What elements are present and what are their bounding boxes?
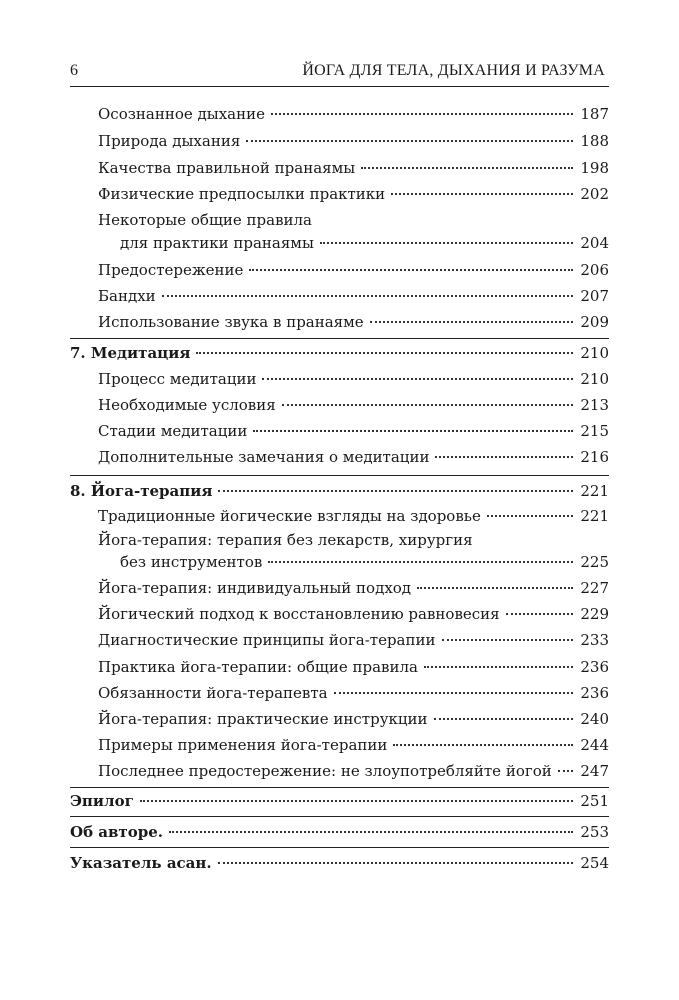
toc-entry-page: 247 <box>580 762 609 780</box>
toc-entry-page: 240 <box>580 710 609 728</box>
toc-entry-page: 207 <box>580 287 609 305</box>
dot-leader <box>196 351 573 354</box>
toc-chapter-page: 251 <box>580 792 609 810</box>
dot-leader <box>424 665 573 668</box>
dot-leader <box>558 769 573 772</box>
toc-entry-page: 236 <box>580 658 609 676</box>
toc-entry-title: Предостережение <box>98 261 244 279</box>
toc-entry-title: Качества правильной пранаямы <box>98 159 356 177</box>
toc-entry-title: Природа дыхания <box>98 132 241 150</box>
toc-entry-page: 216 <box>580 448 609 466</box>
running-title: ЙОГА ДЛЯ ТЕЛА, ДЫХАНИЯ И РАЗУМА <box>302 62 605 79</box>
toc-entry <box>98 395 609 415</box>
toc-entry <box>120 233 609 253</box>
toc-entry-page: 204 <box>580 234 609 252</box>
dot-leader <box>162 294 573 297</box>
dot-leader <box>434 717 573 720</box>
toc-entry-page: 244 <box>580 736 609 754</box>
toc-entry <box>98 630 609 650</box>
dot-leader <box>268 560 573 563</box>
toc-chapter <box>70 822 609 842</box>
toc-entry-title: Процесс медитации <box>98 370 257 388</box>
toc-entry-title: Бандхи <box>98 287 156 305</box>
toc-entry <box>98 735 609 755</box>
dot-leader <box>169 830 573 833</box>
toc-entry-title: Дополнительные замечания о медитации <box>98 448 430 466</box>
dot-leader <box>246 139 573 142</box>
toc-chapter <box>70 791 609 811</box>
toc-entry-title-line2: без инструментов <box>120 553 263 571</box>
toc-chapter-title: 7. Медитация <box>70 344 191 362</box>
toc-entry <box>120 552 609 572</box>
dot-leader <box>218 489 573 492</box>
toc-entry-title: Традиционные йогические взгляды на здоровье <box>98 507 481 525</box>
dot-leader <box>417 586 573 589</box>
toc-entry-page: 225 <box>580 553 609 571</box>
toc-chapter-title: 8. Йога-терапия <box>70 482 213 500</box>
toc-entry <box>98 761 609 781</box>
toc-entry <box>98 158 609 178</box>
toc-entry-title: Йогический подход к восстановлению равновесия <box>98 605 500 623</box>
toc-entry <box>98 657 609 677</box>
toc-entry <box>98 184 609 204</box>
toc-entry <box>98 104 609 124</box>
toc-entry-title-line1: Йога-терапия: терапия без лекарств, хирургия <box>98 531 473 549</box>
toc-chapter-page: 253 <box>580 823 609 841</box>
toc-entry <box>98 131 609 151</box>
section-divider <box>70 338 609 339</box>
dot-leader <box>435 455 573 458</box>
toc-entry-page: 215 <box>580 422 609 440</box>
dot-leader <box>370 320 573 323</box>
toc-entry-title: Необходимые условия <box>98 396 276 414</box>
dot-leader <box>487 514 573 517</box>
toc-entry-title: Обязанности йога-терапевта <box>98 684 328 702</box>
toc-chapter-title: Об авторе. <box>70 823 163 841</box>
toc-entry-page: 206 <box>580 261 609 279</box>
toc-chapter-page: 254 <box>580 854 609 872</box>
toc-entry-title-line2: для практики пранаямы <box>120 234 314 252</box>
running-header <box>70 62 609 87</box>
toc-chapter <box>70 343 609 363</box>
toc-entry-title: Йога-терапия: индивидуальный подход <box>98 579 412 597</box>
toc-entry-page: 198 <box>580 159 609 177</box>
toc-entry-page: 188 <box>580 132 609 150</box>
dot-leader <box>361 166 573 169</box>
dot-leader <box>218 861 573 864</box>
toc-entry <box>98 683 609 703</box>
dot-leader <box>249 268 573 271</box>
toc-entry-page: 236 <box>580 684 609 702</box>
dot-leader <box>140 799 573 802</box>
toc-entry-page: 187 <box>580 105 609 123</box>
dot-leader <box>506 612 573 615</box>
toc-entry-page: 209 <box>580 313 609 331</box>
toc-chapter-page: 221 <box>580 482 609 500</box>
dot-leader <box>320 241 573 244</box>
toc-chapter-title: Указатель асан. <box>70 854 212 872</box>
toc-entry-title: Осознанное дыхание <box>98 105 265 123</box>
toc-chapter <box>70 481 609 501</box>
toc-entry <box>98 312 609 332</box>
toc-entry-title: Последнее предостережение: не злоупотребляйте йогой <box>98 762 552 780</box>
toc-entry-title: Использование звука в пранаяме <box>98 313 364 331</box>
toc-entry-title: Примеры применения йога-терапии <box>98 736 388 754</box>
toc-entry-title-line1: Некоторые общие правила <box>98 211 312 229</box>
dot-leader <box>262 377 573 380</box>
toc-entry-title: Физические предпосылки практики <box>98 185 386 203</box>
toc-entry <box>98 286 609 306</box>
toc-entry <box>98 604 609 624</box>
section-divider <box>70 816 609 817</box>
toc-chapter <box>70 853 609 873</box>
dot-leader <box>334 691 573 694</box>
page-number: 6 <box>70 62 78 79</box>
toc-entry-page: 202 <box>580 185 609 203</box>
section-divider <box>70 847 609 848</box>
toc-entry-title: Практика йога-терапии: общие правила <box>98 658 418 676</box>
toc-entry <box>98 506 609 526</box>
toc-entry-title: Диагностические принципы йога-терапии <box>98 631 436 649</box>
toc-chapter-title: Эпилог <box>70 792 134 810</box>
dot-leader <box>442 638 574 641</box>
toc-entry <box>98 260 609 280</box>
toc-entry-page: 221 <box>580 507 609 525</box>
dot-leader <box>271 112 573 115</box>
section-divider <box>70 787 609 788</box>
toc-entry-title: Стадии медитации <box>98 422 248 440</box>
toc-entry-page: 229 <box>580 605 609 623</box>
toc-entry <box>98 447 609 467</box>
dot-leader <box>253 429 573 432</box>
toc-entry <box>98 578 609 598</box>
toc-chapter-page: 210 <box>580 344 609 362</box>
toc-entry-title: Йога-терапия: практические инструкции <box>98 710 428 728</box>
toc-entry-page: 213 <box>580 396 609 414</box>
toc-entry-page: 210 <box>580 370 609 388</box>
toc-entry <box>98 709 609 729</box>
toc-entry <box>98 421 609 441</box>
toc-entry-page: 233 <box>580 631 609 649</box>
dot-leader <box>282 403 573 406</box>
toc-entry <box>98 369 609 389</box>
section-divider <box>70 475 609 476</box>
dot-leader <box>393 743 573 746</box>
dot-leader <box>391 192 573 195</box>
toc-entry-page: 227 <box>580 579 609 597</box>
